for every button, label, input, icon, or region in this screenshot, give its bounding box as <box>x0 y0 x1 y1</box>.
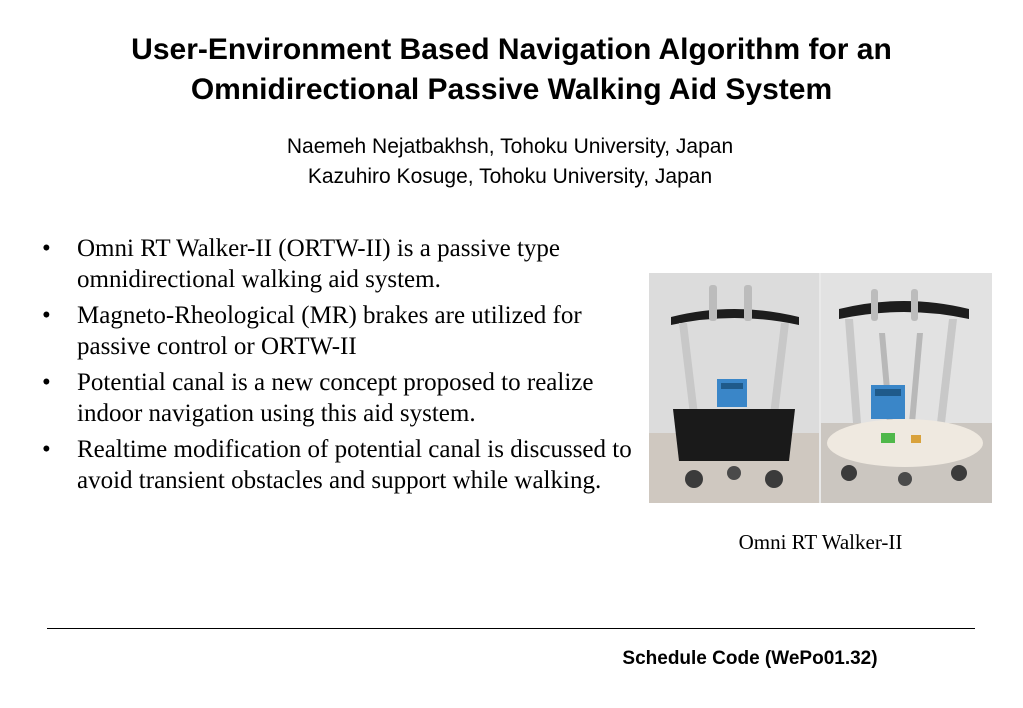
bullet-dot: • <box>42 369 51 396</box>
bullet-list <box>40 233 650 501</box>
bullet-item-1 <box>40 233 650 295</box>
bullet-item-2 <box>40 300 650 362</box>
author-1: Naemeh Nejatbakhsh, Tohoku University, Japan <box>286 135 734 158</box>
slide-title-line-1: User-Environment Based Navigation Algorithm for an <box>131 33 892 66</box>
bullet-dot: • <box>42 235 51 262</box>
walker-photo <box>649 273 992 503</box>
bullet-text-1: Omni RT Walker-II (ORTW-II) is a passive type omnidirectional walking aid system. <box>77 235 561 293</box>
bullet-item-3 <box>40 367 650 429</box>
bullet-text-4: Realtime modification of potential canal is discussed to avoid transient obstacles and support while walking. <box>77 436 632 494</box>
slide-title <box>20 30 1003 110</box>
author-list <box>200 132 820 192</box>
bullet-dot: • <box>42 436 51 463</box>
horizontal-divider <box>47 628 975 629</box>
bullet-dot: • <box>42 302 51 329</box>
bullet-item-4 <box>40 434 650 496</box>
author-2: Kazuhiro Kosuge, Tohoku University, Japan <box>307 165 713 188</box>
bullet-text-2: Magneto-Rheological (MR) brakes are utilized for passive control or ORTW-II <box>77 302 582 360</box>
slide-title-line-2: Omnidirectional Passive Walking Aid System <box>190 73 833 106</box>
bullet-text-3: Potential canal is a new concept proposed to realize indoor navigation using this aid system. <box>77 369 594 427</box>
schedule-code: Schedule Code (WePo01.32) <box>622 648 878 669</box>
figure-caption: Omni RT Walker-II <box>738 530 903 554</box>
walker-photo-illustration <box>649 273 992 503</box>
